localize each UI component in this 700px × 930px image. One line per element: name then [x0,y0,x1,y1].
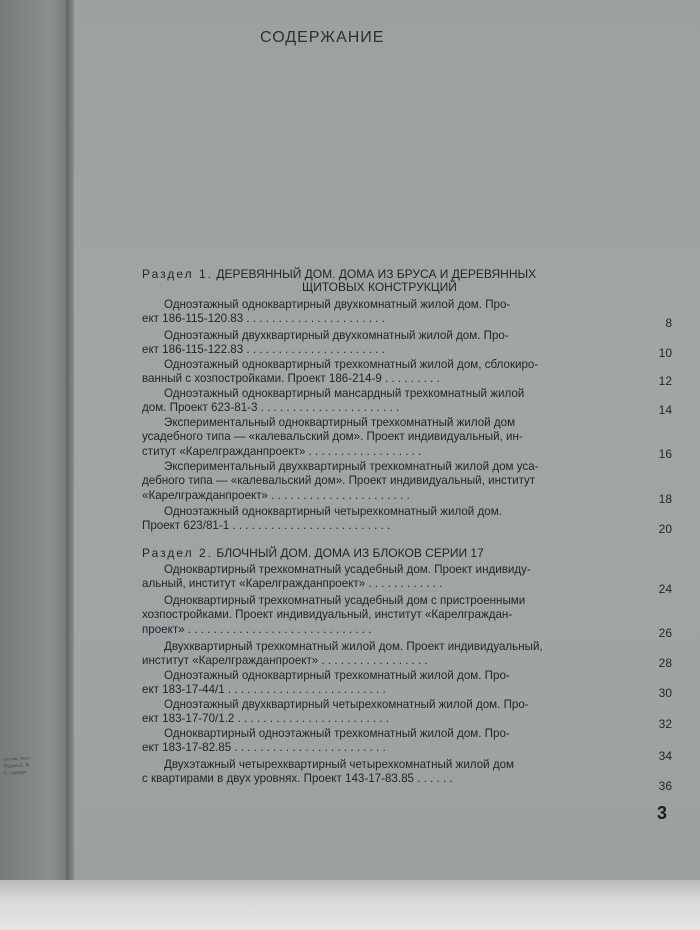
toc-entry[interactable] [142,387,638,416]
entry-page-number: 20 [658,522,672,536]
entry-page-number: 16 [658,447,672,461]
toc-entry[interactable] [142,563,638,592]
section-label: Раздел 2. [142,546,214,560]
entry-page-number: 12 [658,374,672,388]
entry-line: Одноэтажный двухквартирный двухкомнатный жилой дом. Про- [164,329,509,342]
entry-line: ект 186-115-122.83 . . . . . . . . . . . . . . . . . . . . . . [142,343,385,357]
entry-line: ект 183-17-70/1.2 . . . . . . . . . . . . . . . . . . . . . . . . [142,712,389,726]
entry-page-number: 24 [658,582,672,596]
toc-entry[interactable] [142,640,638,669]
entry-line: ект 186-115-120.83 . . . . . . . . . . . . . . . . . . . . . . [142,312,385,326]
entry-page-number: 36 [658,779,672,793]
imprint-line: С. портрет [4,770,28,777]
toc-entry[interactable] [142,594,638,637]
entry-line: Одноэтажный одноквартирный трехкомнатный жилой дом. Про- [164,669,510,682]
entry-line: Двухэтажный четырехквартирный четырехкомнатный жилой дом [164,758,515,771]
entry-line: Одноэтажный одноквартирный двухкомнатный жилой дом. Про- [164,298,511,311]
entry-line: Экспериментальный двухквартирный трехкомнатный жилой дом уса- [164,460,539,473]
entry-line: Одноэтажный двухквартирный четырехкомнатный жилой дом. Про- [164,698,529,711]
entry-line: Экспериментальный одноквартирный трехкомнатный жилой дом [164,416,516,429]
toc-entry[interactable] [142,329,638,358]
entry-page-number: 18 [658,492,672,506]
page-title: СОДЕРЖАНИЕ [260,29,385,46]
page-number: 3 [657,803,668,823]
toc-entry[interactable] [142,669,638,698]
entry-line: альный, институт «Карелгражданпроект» . . . . . . . . . . . . [142,577,443,591]
entry-line: Одноквартирный одноэтажный трехкомнатный жилой дом. Про- [164,727,510,740]
entry-page-number: 32 [658,717,672,731]
entry-page-number: 8 [665,316,672,330]
imprint-note [3,753,64,777]
entry-line: дебного типа — «калевальский дом». Проект индивидуальный, институт [142,474,536,488]
entry-line: ванный с хозпостройками. Проект 186-214-9 . . . . . . . . . [142,372,440,386]
page-bottom-edge [0,880,700,930]
toc-entry[interactable] [142,298,638,327]
section-title-line1: БЛОЧНЫЙ ДОМ. ДОМА ИЗ БЛОКОВ СЕРИИ 17 [216,546,484,560]
toc-entry[interactable] [142,358,638,387]
toc-entry[interactable] [142,698,638,727]
entry-line: хозпостройками. Проект индивидуальный, институт «Карелграждан- [142,608,513,622]
section-label: Раздел 1. [142,267,214,281]
entry-line: усадебного типа — «калевальский дом». Проект индивидуальный, ин- [142,430,523,444]
entry-page-number: 10 [658,346,672,360]
toc-entry[interactable] [142,727,638,756]
entry-line: Двухквартирный трехкомнатный жилой дом. Проект индивидуальный, [164,640,543,653]
entry-line: Одноквартирный трехкомнатный усадебный дом. Проект индивиду- [164,563,531,576]
toc-entry[interactable] [142,758,638,787]
entry-page-number: 26 [658,626,672,640]
entry-line: Одноквартирный трехкомнатный усадебный дом с пристроенными [164,594,526,607]
section-title-line1: ДЕРЕВЯННЫЙ ДОМ. ДОМА ИЗ БРУСА И ДЕРЕВЯННЫХ [216,267,537,281]
toc-entry[interactable] [142,505,638,534]
entry-line: ект 183-17-82.85 . . . . . . . . . . . . . . . . . . . . . . . . [142,741,386,755]
entry-page-number: 30 [658,686,672,700]
imprint-line: Руднев Е. В. [3,763,31,770]
entry-line: ект 183-17-44/1 . . . . . . . . . . . . . . . . . . . . . . . . . [142,683,386,697]
entry-line: ститут «Карелгражданпроект» . . . . . . . . . . . . . . . . . . [142,444,422,458]
section-2-heading [142,547,642,560]
entry-line: Одноэтажный одноквартирный трехкомнатный жилой дом, сблокиро- [164,358,539,371]
section-title-line2: ЩИТОВЫХ КОНСТРУКЦИЙ [302,280,457,294]
entry-line: проект» . . . . . . . . . . . . . . . . . . . . . . . . . . . . . [142,622,372,636]
entry-page-number: 34 [658,749,672,763]
entry-page-number: 28 [658,656,672,670]
previous-page-edge [0,0,72,930]
entry-line: институт «Карелгражданпроект» . . . . . . . . . . . . . . . . . [142,654,428,668]
entry-line: Одноэтажный одноквартирный мансардный трехкомнатный жилой [164,387,525,400]
entry-line: «Карелгражданпроект» . . . . . . . . . . . . . . . . . . . . . . [142,488,410,502]
entry-line: дом. Проект 623-81-3 . . . . . . . . . . . . . . . . . . . . . . [142,401,400,415]
imprint-line: состав, текст [3,756,32,763]
entry-page-number: 14 [658,403,672,417]
section-1-heading [142,268,642,294]
entry-line: Проект 623/81-1 . . . . . . . . . . . . . . . . . . . . . . . . . [142,519,391,533]
toc-entry[interactable] [142,416,638,459]
toc-entry[interactable] [142,460,638,503]
entry-line: с квартирами в двух уровнях. Проект 143-17-83.85 . . . . . . [142,772,453,786]
entry-line: Одноэтажный одноквартирный четырехкомнатный жилой дом. [164,505,502,518]
